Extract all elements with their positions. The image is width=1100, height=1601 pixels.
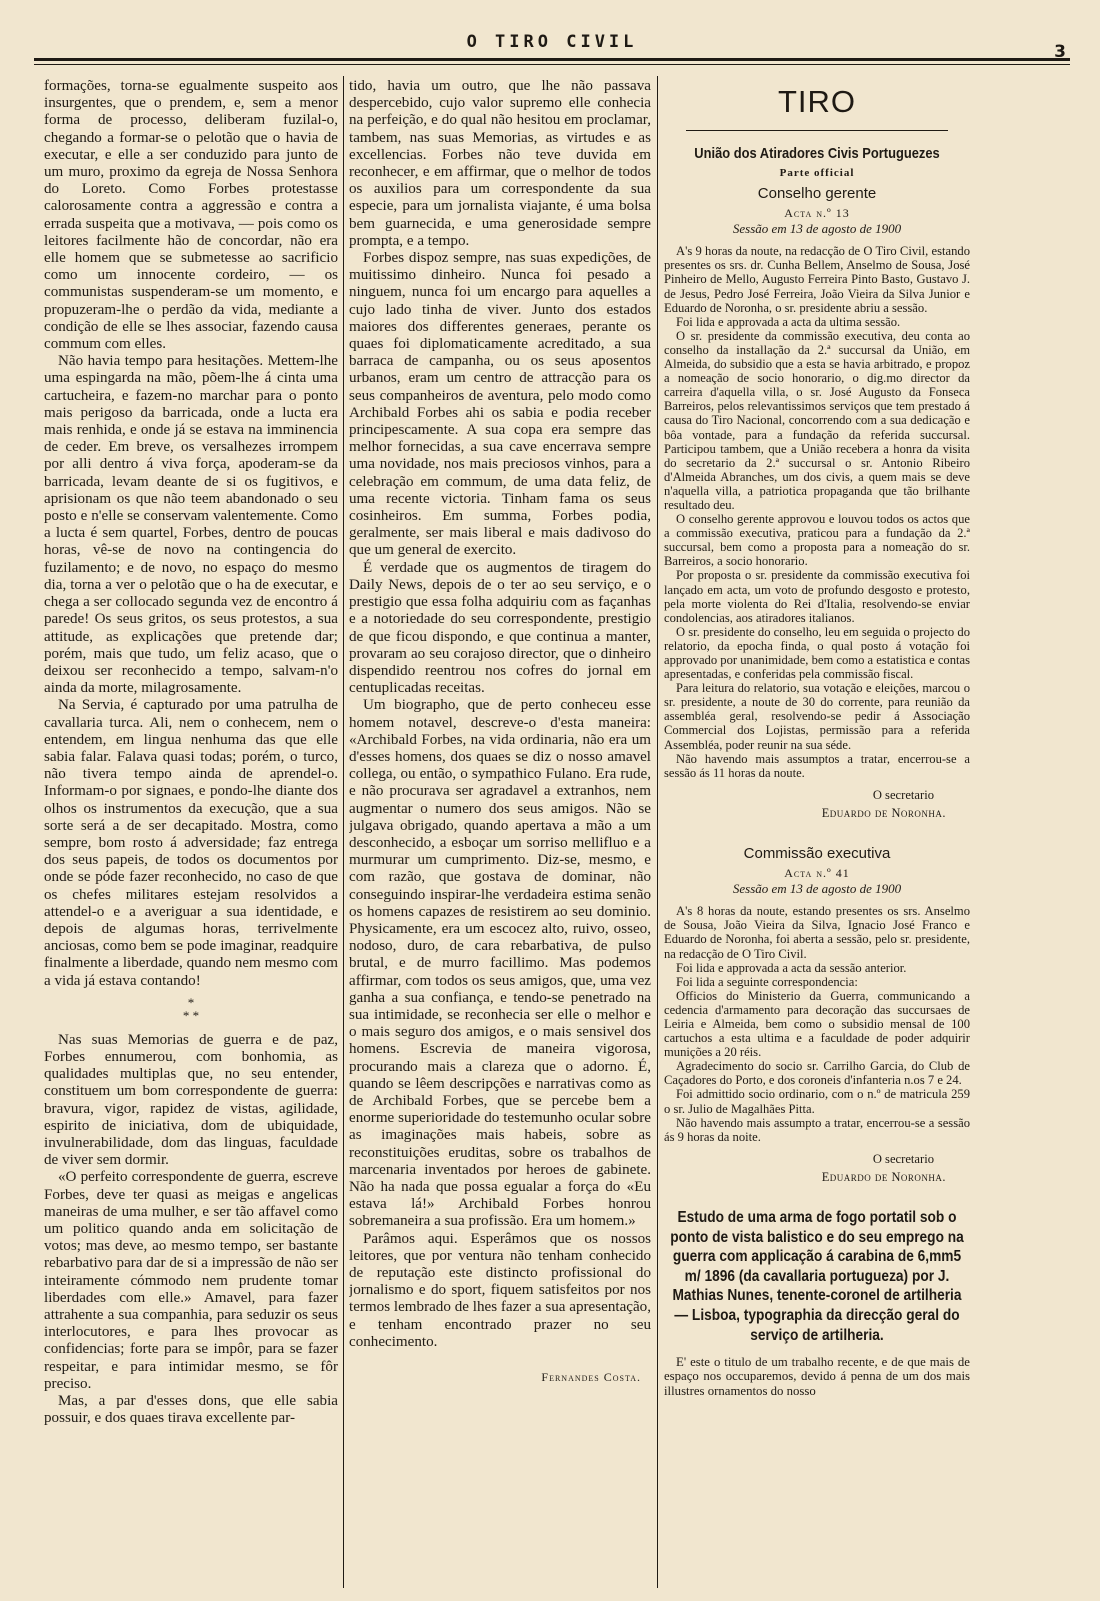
paragraph: Por proposta o sr. presidente da commissão executiva foi lançado em acta, um voto de profundo desgosto e protesto, pela morte violenta do Rei d'Italia, resolvendo-se enviar condolencias, aos atiradores italianos. bbox=[664, 568, 970, 625]
section-rule bbox=[686, 130, 948, 131]
star-bottom: * * bbox=[182, 1007, 200, 1023]
masthead bbox=[34, 28, 1070, 68]
paragraph: O sr. presidente da commissão executiva, deu conta ao conselho da installação da 2.ª succursal da União, em Almeida, do subsidio que a esta se havia arbitrado, e propoz a nomeação de socio honorario, o dig.mo director da carreira d'aquella villa, o sr. José Augusto da Fonseca Barreiros, pelos relevantissimos serviços que tem prestado á causa do Tiro Nacional, concorrendo com a sua dedicação e bôa vontade, para a fundação da referida succursal. Participou tambem, que a União recebera a honra da visita do secretario da 2.ª succursal o sr. Antonio Ribeiro d'Almeida Abranches, um dos civis, a quem mais se deve n'aquella villa, a patriotica propaganda que tão brilhante resultado deu. bbox=[664, 328, 970, 512]
newspaper-title: O TIRO CIVIL bbox=[466, 32, 638, 52]
paragraph: Para leitura do relatorio, sua votação e eleições, marcou o sr. presidente, a noute de 30 do corrente, para reunião da assembléa geral, resolvendo-se pedir á Associação Commercial dos Lojistas, permissão para a referida Assembléa, poder reunir na sua séde. bbox=[664, 681, 970, 752]
paragraph: E' este o titulo de um trabalho recente, e de que mais de espaço nos occuparemos, devido á penna de um dos mais illustres ornamentos do nosso bbox=[664, 1355, 970, 1398]
council-title: Conselho gerente bbox=[757, 185, 877, 203]
official-label: Parte official bbox=[779, 167, 855, 179]
section-title: TIRO bbox=[777, 84, 857, 119]
article-column-1 bbox=[44, 78, 338, 1588]
organization-title: União dos Atiradores Civis Portuguezes bbox=[694, 145, 940, 162]
paragraph: Foi lida e approvada a acta da ultima sessão. bbox=[676, 314, 901, 329]
executive-title: Commissão executiva bbox=[743, 845, 891, 863]
paragraph: É verdade que os augmentos de tiragem do Daily News, depois de o ter ao seu serviço, e o prestigio que essa folha adquiriu com as façanhas e a notoriedade do seu correspondente, prestigio de que ficou dispondo, e que continua a manter, provaram ao seu corajoso director, que o dinheiro dispendido reentrou nos cofres do jornal em centuplicadas receitas. bbox=[349, 559, 651, 697]
column-divider bbox=[657, 76, 658, 1588]
paragraph: A's 8 horas da noute, estando presentes os srs. Anselmo de Sousa, João Vieira da Silva, Ignacio José Franco e Eduardo de Noronha, foi aberta a sessão, pelo sr. presidente, na redacção de O Tiro Civil. bbox=[664, 904, 970, 961]
paragraph: Nas suas Memorias de guerra e de paz, Forbes ennumerou, com bonhomia, as qualidades multiplas que, no seu entender, constituem um bom correspondente de guerra: bravura, vigor, rapidez de vistas, agilidade, espirito de iniciativa, dom de ubiquidade, invulnerabilidade, dom das linguas, faculdade de viver sem dormir. bbox=[44, 1031, 338, 1169]
paragraph: formações, torna-se egualmente suspeito aos insurgentes, que o prendem, e, sem a menor forma de processo, deliberam fuzilal-o, chegando a formar-se o pelotão que o havia de executar, e elle a ser conduzido para junto de um muro, proximo da egreja de Nossa Senhora do Loreto. Como Forbes protestasse calorosamente contra a aggressão e contra a errada suspeita que a motivava, — pois como os leitores facilmente hão de concordar, não era elle homem que se submetesse ao sacrificio como um innocente cordeiro, — os communistas suspenderam-se um momento, e propuzeram-lhe o perdão da vida, mediante a condição de elle se lhes associar, fazendo causa commum com elles. bbox=[44, 78, 338, 353]
header-rule-thick bbox=[34, 58, 1070, 61]
paragraph: Foi lida a seguinte correspondencia: bbox=[676, 974, 858, 989]
secretary-label: O secretario bbox=[872, 787, 934, 802]
secretary-name: Eduardo de Noronha. bbox=[821, 805, 946, 820]
paragraph: tido, havia um outro, que lhe não passava despercebido, cujo valor supremo elle conhecia na perfeição, e do qual não hesitou em proclamar, tambem, nas suas Memorias, as virtudes e as excellencias. Forbes não teve duvida em reconhecer, e em affirmar, que o melhor de todos os auxilios para um correspondente da sua especie, para um jornalista viajante, é uma bolsa bem guarnecida, e uma generosidade sempre prompta, e a tempo. bbox=[349, 78, 651, 249]
section-break-stars bbox=[44, 996, 338, 1022]
paragraph: O sr. presidente do conselho, leu em seguida o projecto do relatorio, da epocha finda, o qual posto á votação foi approvado por unanimidade, bem como a estatistica e contas apresentadas, e conferidas pela commissão fiscal. bbox=[664, 624, 970, 682]
paragraph: Officios do Ministerio da Guerra, communicando a cedencia d'armamento para decoração das succursaes de Leiria e Almeida, bem como o subsidio mensal de 100 cartuchos a esta ultima e a faculdade de poder adquirir munições a 20 réis. bbox=[664, 988, 970, 1060]
spacer bbox=[664, 1184, 970, 1208]
tiro-column bbox=[664, 78, 970, 1588]
paragraph: A's 9 horas da noute, na redacção de O Tiro Civil, estando presentes os srs. dr. Cunha Bellem, Anselmo de Sousa, José Pinheiro de Mello, Augusto Ferreira Pinto Basto, Gustavo J. de Jesus, Pedro José Ferreira, João Vieira da Silva Junior e Eduardo de Noronha, o sr. presidente abriu a sessão. bbox=[664, 244, 970, 315]
session-date: Sessão em 13 de agosto de 1900 bbox=[732, 881, 902, 897]
paragraph: Não havendo mais assumptos a tratar, encerrou-se a sessão ás 11 horas da noute. bbox=[664, 751, 970, 780]
paragraph: Parâmos aqui. Esperâmos que os nossos leitores, que por ventura não tenham conhecido de reputação este distincto profissional do jornalismo e do sport, fiquem satisfeitos por nos termos lembrado de lhes fazer a sua apresentação, e tenham encontrado prazer no seu conhecimento. bbox=[349, 1230, 651, 1350]
acta-number: Acta n.º 41 bbox=[784, 866, 850, 881]
paragraph: Não havia tempo para hesitações. Mettem-lhe uma espingarda na mão, põem-lhe á cinta uma cartucheira, e fazem-no marchar para o ponto mais perigoso da barricada, onde a lucta era mais renhida, e onde já se estava na imminencia de ceder. Em breve, os versalhezes irrompem por alli dentro á viva força, apoderam-se da barricada, levam deante de si os fugitivos, e aprisionam os que não teem abandonado o seu posto e n'elle se conservam valentemente. Como a lucta é sem quartel, Forbes, dentro de poucas horas, vê-se de novo na contingencia do fuzilamento; e de novo, no espaço do mesmo dia, torna a ver o pelotão que o ha de executar, e chega a ser collocado segunda vez de encontro á parede! Os seus gritos, os seus protestos, a sua attitude, as explicações que pretende dar; porém, mais que tudo, um feliz acaso, que o deixou ser reconhecido a tempo, salvam-n'o ainda da morte, milagrosamente. bbox=[44, 353, 338, 697]
paragraph: Mas, a par d'esses dons, que elle sabia possuir, e dos quaes tirava excellente par- bbox=[44, 1393, 338, 1427]
paragraph: Foi lida e approvada a acta da sessão anterior. bbox=[676, 960, 907, 975]
secretary-name: Eduardo de Noronha. bbox=[821, 1169, 946, 1184]
paragraph: Um biographo, que de perto conheceu esse homem notavel, descreve-o d'esta maneira: «Archibald Forbes, na vida ordinaria, não era um d'esses homens, dos quaes se diz o nosso amavel collega, ou então, o sympathico Fulano. Era rude, e não procurava ser agradavel a extranhos, nem augmentar o numero dos seus amigos. Não se julgava obrigado, quando apertava a mão a um desconhecido, a esboçar um sorriso mellifluo e a murmurar um cumprimento. Diz-se, mesmo, e com razão, que gostava de dominar, não conseguindo inspirar-lhe verdadeira estima senão os homens capazes de resistirem ao seu dominio. Physicamente, era um escocez alto, ruivo, osseo, nodoso, duro, de cara rebarbativa, de pulso brutal, e de murro facillimo. Mas podemos affirmar, com todos os seus amigos, que, uma vez ganha a sua confiança, e tendo-se penetrado na sua intimidade, se reconhecia ser elle o melhor e o mais seguro dos amigos, e o mais sensivel dos homens. Escrevia de maneira vigorosa, procurando mais a clareza que o adorno. É, quando se lêem descripções e narrativas como as de Archibald Forbes, que se percebe bem a enorme superioridade do testemunho ocular sobre as imaginações mais habeis, sobre as reconstituições eruditas, sobre os trabalhos de marcenaria inventados por heroes de gabinete. Não ha nada que possa egualar a força do «Eu estava lá!» Archibald Forbes honrou sobremaneira a sua profissão. Era um homem.» bbox=[349, 697, 651, 1230]
paragraph: Foi admittido socio ordinario, com o n.º de matricula 259 o sr. Julio de Magalhães Pitta. bbox=[664, 1087, 970, 1116]
paragraph: Agradecimento do socio sr. Carrilho Garcia, do Club de Caçadores do Porto, e dos coroneis d'infanteria n.os 7 e 24. bbox=[664, 1059, 970, 1088]
secretary-label: O secretario bbox=[872, 1151, 934, 1166]
session-date: Sessão em 13 de agosto de 1900 bbox=[732, 221, 902, 237]
paragraph: «O perfeito correspondente de guerra, escreve Forbes, deve ter quasi as meigas e angelicas maneiras de uma mulher, e ser tão affavel como um politico quando anda em solicitação de votos; mas deve, ao mesmo tempo, ser bastante rebarbativo para dar de si a impressão de não ser inteiramente cómmodo nem prudente tomar liberdades com elle.» Amavel, para fazer attrahente a sua companhia, para seduzir os seus interlocutores, e para lhes provocar as confidencias; forte para se impôr, para se fazer respeitar, e para intimidar mesmo, se fôr preciso. bbox=[44, 1169, 338, 1392]
paragraph: Na Servia, é capturado por uma patrulha de cavallaria turca. Ali, nem o conhecem, nem o entendem, em lingua nenhuma das que elle sabia falar. Falava quasi todas; porém, o turco, não tivera tempo ainda de aprendel-o. Informam-o por signaes, e pondo-lhe diante dos olhos os instrumentos da execução, que a sua sorte será a de ser decapitado. Mostra, como sempre, bom rosto á adversidade; faz entrega dos seus papeis, de todos os documentos por onde se póde fazer reconhecido, no caso de que os chefes militares estejam resolvidos a attendel-o e a averiguar a sua identidade, e depois de algumas horas, terrivelmente anciosas, como bem se pode imaginar, readquire finalmente a liberdade, quando nem mesmo com a vida já estava contando! bbox=[44, 697, 338, 989]
paragraph: O conselho gerente approvou e louvou todos os actos que a commissão executiva, praticou para a fundação da 2.ª succursal, bem como a proposta para a nomeação do sr. Barreiros, a socio honorario. bbox=[664, 512, 970, 569]
study-title: Estudo de uma arma de fogo portatil sob o ponto de vista balistico e do seu emprego na guerra com applicação á carabina de 6,mm5 m/ 1896 (da cavallaria portugueza) por J. Mathias Nunes, tenente-coronel de artilheria — Lisboa, typographia da direcção geral do serviço de artilheria. bbox=[670, 1209, 964, 1344]
article-column-2 bbox=[349, 78, 651, 1588]
column-divider bbox=[343, 76, 344, 1588]
paragraph: Não havendo mais assumpto a tratar, encerrou-se a sessão ás 9 horas da noite. bbox=[664, 1115, 970, 1144]
paragraph: Forbes dispoz sempre, nas suas expedições, de muitissimo dinheiro. Nunca foi pesado a ninguem, nunca foi um encargo para aquelles a cujo lado tinha de viver. Junto dos estados maiores dos differentes generaes, perante os quaes foi diplomaticamente acreditado, a sua barraca de campanha, ou os seus aposentos urbanos, eram um centro de attracção para os seus companheiros de aventura, pelo modo como Archibald Forbes ahi os sabia e podia receber principescamente. A sua copa era sempre das melhor fornecidas, a sua cave encerrava sempre uma novidade, nos mais preciosos vinhos, para a celebração em commum, de uma data feliz, de uma recente victoria. Tinham fama os seus cosinheiros. Em summa, Forbes podia, geralmente, ser mais liberal e mais dadivoso do que um general de exercito. bbox=[349, 250, 651, 559]
article-author: Fernandes Costa. bbox=[541, 1370, 641, 1385]
acta-number: Acta n.º 13 bbox=[784, 206, 850, 221]
header-rule-thin bbox=[34, 64, 1070, 65]
star-top: * bbox=[187, 994, 195, 1010]
spacer bbox=[664, 820, 970, 842]
page-number: 3 bbox=[1054, 42, 1066, 62]
